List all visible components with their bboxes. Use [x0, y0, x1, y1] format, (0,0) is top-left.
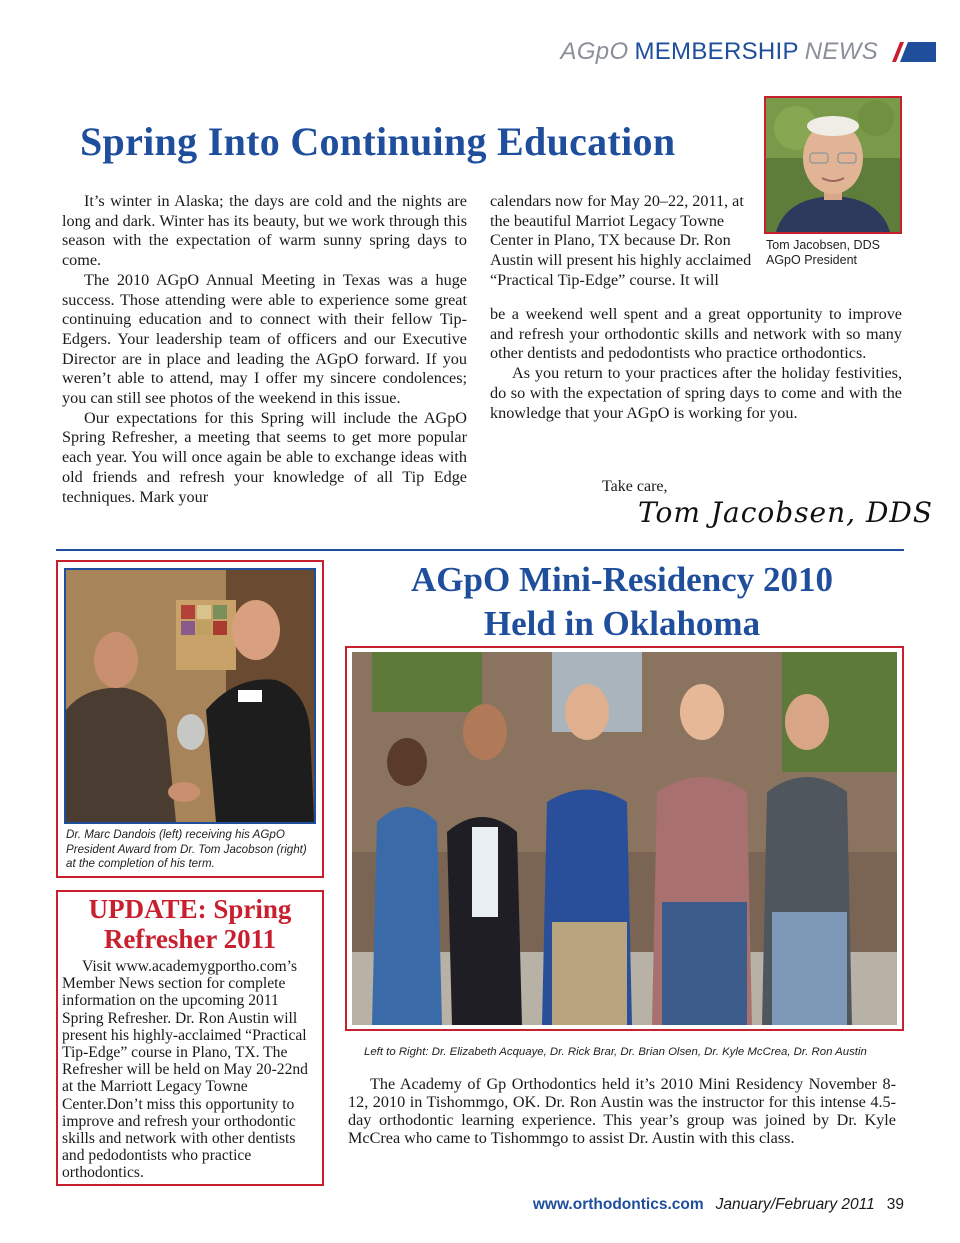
header-agpo: AGpO — [560, 38, 629, 65]
paragraph: As you return to your practices after the holiday festivities, do so with the expectation of spring days to come and with the knowledge that your AGpO is working for you. — [490, 364, 902, 422]
footer-url[interactable]: www.orthodontics.com — [532, 1196, 704, 1213]
portrait-caption-name: Tom Jacobsen, DDS — [766, 238, 880, 252]
signature: Tom Jacobsen, DDS — [638, 496, 934, 529]
section-header — [561, 38, 936, 66]
update-body — [62, 958, 318, 1182]
mini-residency-body — [348, 1075, 896, 1147]
section-divider — [56, 549, 904, 551]
header-stripes-icon — [886, 42, 936, 62]
article-column-2 — [490, 305, 902, 423]
portrait-caption-title: AGpO President — [766, 253, 858, 267]
signoff: Take care, — [602, 478, 668, 495]
award-photo-caption: Dr. Marc Dandois (left) receiving his AGpO President Award from Dr. Tom Jacobson (right) at the completion of his term. — [66, 828, 307, 870]
header-news: NEWS — [804, 38, 878, 65]
page-footer — [533, 1196, 904, 1214]
mini-residency-title — [340, 558, 904, 646]
paragraph: The 2010 AGpO Annual Meeting in Texas was a huge success. Those attending were able to experience some great continuing education and to connect with their fellow Tip-Edgers. Your leadership team of officers and our Executive Director are in place and leading the AGpO forward. If you weren’t able to attend, may I offer my sincere condolences; you can still see photos of the weekend in this issue. — [62, 270, 467, 408]
article-column-2-top — [490, 192, 755, 291]
page-number: 39 — [886, 1196, 904, 1213]
article-column-1 — [62, 192, 467, 507]
footer-issue: January/February 2011 — [715, 1196, 875, 1213]
portrait-photo — [766, 98, 900, 232]
group-photo-caption: Left to Right: Dr. Elizabeth Acquaye, Dr. Rick Brar, Dr. Brian Olsen, Dr. Kyle McCrea, Dr. Ron Austin — [364, 1046, 867, 1058]
article-title: Spring Into Continuing Education — [80, 119, 676, 164]
portrait-caption — [766, 238, 880, 268]
paragraph: be a weekend well spent and a great opportunity to improve and refresh your orthodontic skills and network with so many other dentists and pedodontists who practice orthodontics. — [490, 305, 902, 363]
mini-residency-title-line1: AGpO Mini-Residency 2010 — [411, 560, 833, 599]
paragraph: The Academy of Gp Orthodontics held it’s 2010 Mini Residency November 8-12, 2010 in Tishommgo, OK. Dr. Ron Austin was the instructor for this intense 4.5-day orthodontic learning experience. This year’s group was joined by Dr. Kyle McCrea who came to Tishommgo to assist Dr. Austin with this class. — [348, 1075, 896, 1147]
group-photo-image — [352, 652, 897, 1025]
header-membership: MEMBERSHIP — [634, 38, 799, 65]
update-title-line2: Refresher 2011 — [103, 924, 277, 954]
paragraph: It’s winter in Alaska; the days are cold and the nights are long and dark. Winter has its beauty, but we work through this season with the expectation of warm sunny spring days to come. — [62, 192, 467, 270]
paragraph: calendars now for May 20–22, 2011, at the beautiful Marriot Legacy Towne Center in Plano, TX because Dr. Ron Austin will present his highly acclaimed “Practical Tip-Edge” course. It will — [490, 192, 752, 289]
group-photo — [352, 652, 897, 1025]
update-title — [56, 894, 324, 954]
mini-residency-title-line2: Held in Oklahoma — [483, 604, 761, 643]
president-portrait — [764, 96, 902, 234]
award-photo — [64, 568, 316, 824]
paragraph: Our expectations for this Spring will include the AGpO Spring Refresher, a meeting that seems to get more popular each year. You will once again be able to exchange ideas with old friends and refresh your knowledge of all Tip Edge techniques. Mark your — [62, 408, 467, 506]
award-photo-image — [66, 570, 314, 822]
paragraph: Visit www.academygportho.com’s Member News section for complete information on the upcoming 2011 Spring Refresher. Dr. Ron Austin will present his highly-acclaimed “Practical Tip-Edge” course in Plano, TX. The Refresher will be held on May 20-22nd at the Marriott Legacy Towne Center.Don’t miss this opportunity to improve and refresh your orthodontic skills and network with other dentists and pedodontists who practice orthodontics. — [62, 958, 308, 1182]
update-title-line1: UPDATE: Spring — [88, 894, 292, 924]
